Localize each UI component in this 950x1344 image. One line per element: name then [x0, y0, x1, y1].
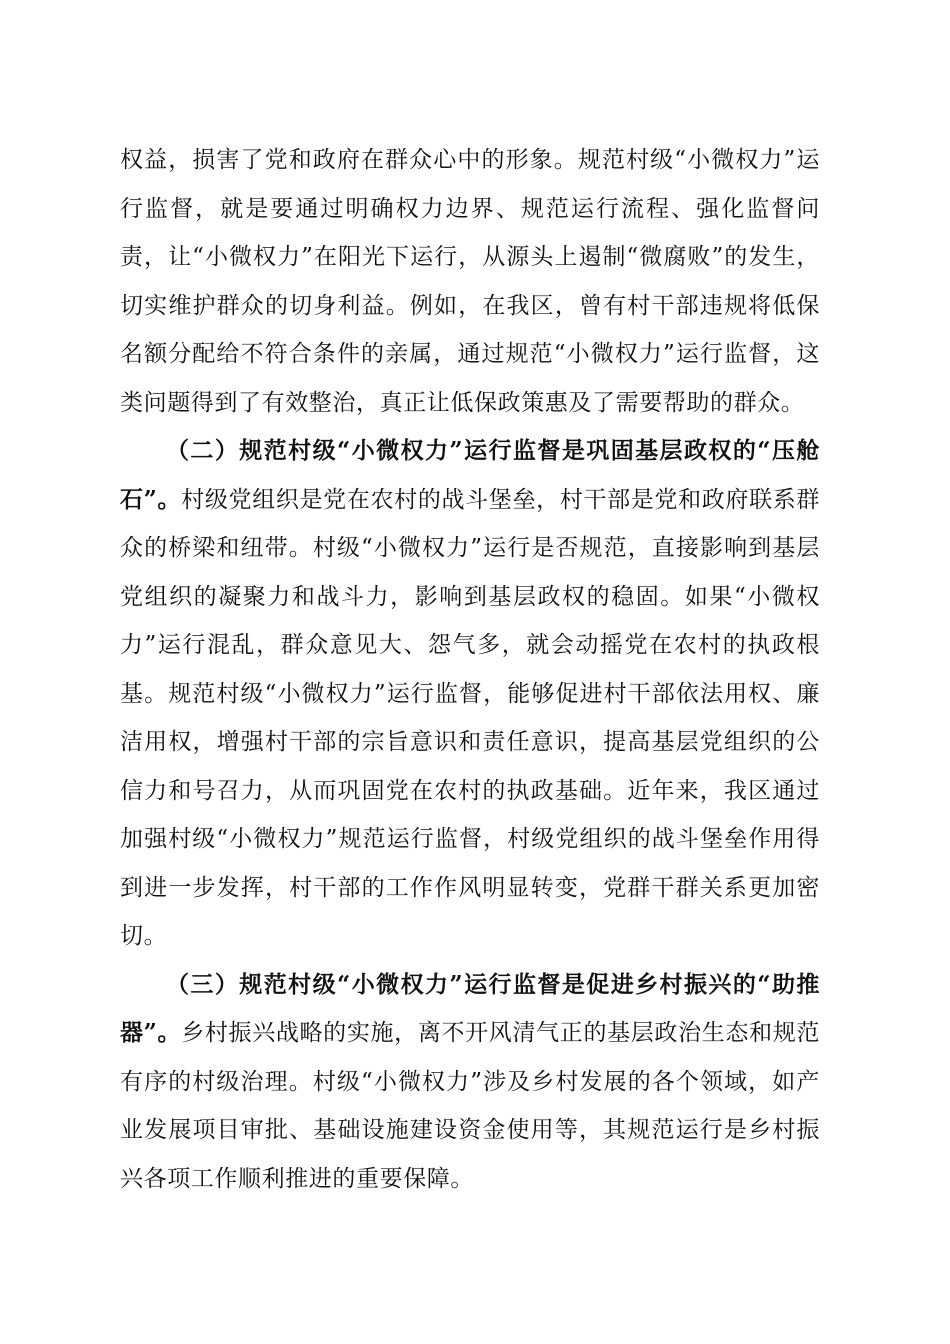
section-heading-2: （二）规范村级“小微权力”运行监督是巩固基层政权的“压舱石”。 [120, 437, 820, 513]
paragraph-text: 村级党组织是党在农村的战斗堡垒，村干部是党和政府联系群众的桥梁和纽带。村级“小微权力”运行是否规范，直接影响到基层党组织的凝聚力和战斗力，影响到基层政权的稳固。如果“小微权力”运行混乱，群众意见大、怨气多，就会动摇党在农村的执政根基。规范村级“小微权力”运行监督，能够促进村干部依法用权、廉洁用权，增强村干部的宗旨意识和责任意识，提高基层党组织的公信力和号召力，从而巩固党在农村的执政基础。近年来，我区通过加强村级“小微权力”规范运行监督，村级党组织的战斗堡垒作用得到进一步发挥，村干部的工作作风明显转变，党群干群关系更加密切。 [120, 486, 821, 949]
paragraph-section-2 [120, 427, 820, 961]
document-body [120, 136, 820, 1203]
paragraph-section-3 [120, 961, 820, 1204]
paragraph-text: 权益，损害了党和政府在群众心中的形象。规范村级“小微权力”运行监督，就是要通过明确权力边界、规范运行流程、强化监督问责，让“小微权力”在阳光下运行，从源头上遏制“微腐败”的发生，切实维护群众的切身利益。例如，在我区，曾有村干部违规将低保名额分配给不符合条件的亲属，通过规范“小微权力”运行监督，这类问题得到了有效整治，真正让低保政策惠及了需要帮助的群众。 [120, 147, 820, 416]
section-heading-3: （三）规范村级“小微权力”运行监督是促进乡村振兴的“助推器”。 [120, 970, 820, 1046]
paragraph-continuation [120, 136, 820, 427]
paragraph-text: 乡村振兴战略的实施，离不开风清气正的基层政治生态和规范有序的村级治理。村级“小微权力”涉及乡村发展的各个领域，如产业发展项目审批、基础设施建设资金使用等，其规范运行是乡村振兴各项工作顺利推进的重要保障。 [120, 1020, 821, 1192]
